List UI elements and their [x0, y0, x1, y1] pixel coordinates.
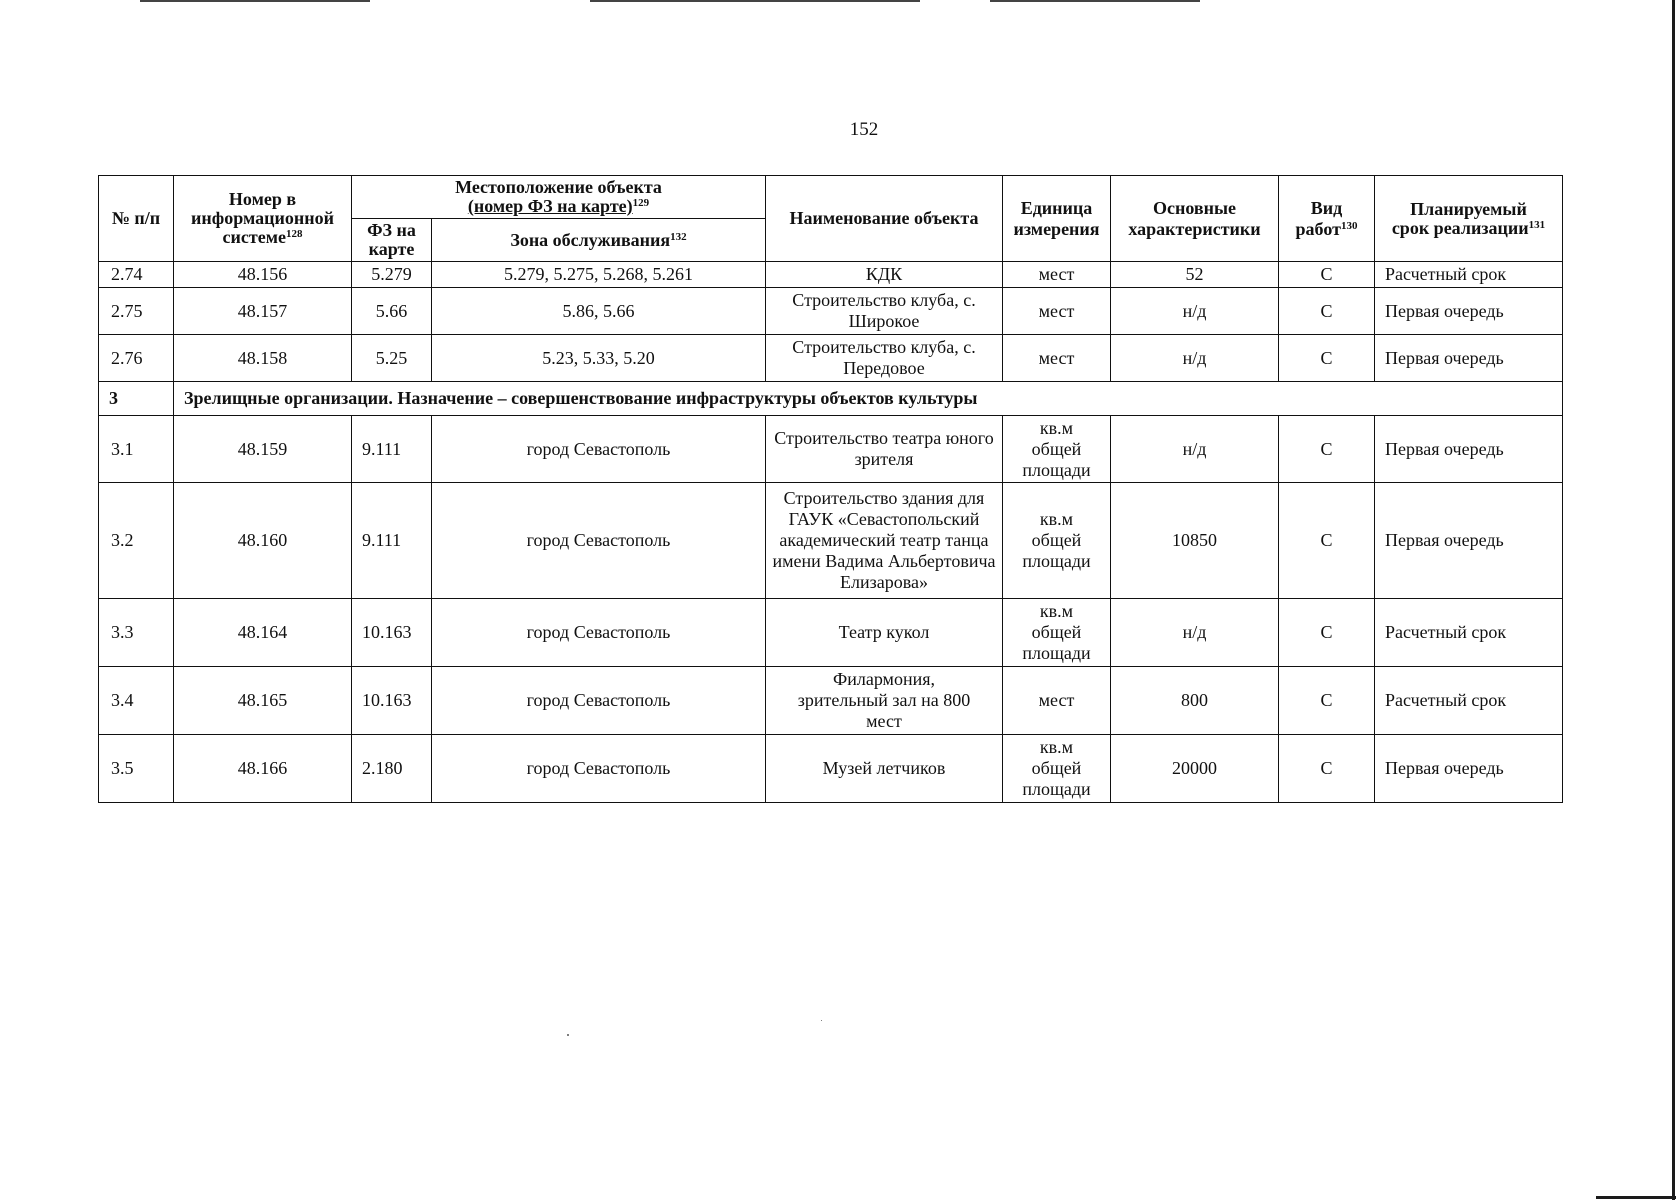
cell-name: Филармония, зрительный зал на 800 мест [766, 667, 1003, 735]
cell-zone: город Севастополь [432, 483, 766, 599]
scan-edge-right [1672, 0, 1675, 1200]
cell-num: 3.5 [99, 735, 174, 803]
cell-fz: 5.279 [352, 262, 432, 288]
cell-name: Строительство клуба, с. Широкое [766, 288, 1003, 335]
scan-speck [821, 1020, 822, 1021]
cell-term: Расчетный срок [1375, 667, 1563, 735]
scan-edge-mark [590, 0, 920, 2]
cell-zone: город Севастополь [432, 667, 766, 735]
cell-term: Первая очередь [1375, 416, 1563, 483]
cell-num: 3.2 [99, 483, 174, 599]
header-characteristics: Основные характеристики [1111, 176, 1279, 262]
section-number: 3 [99, 382, 174, 416]
cell-work: С [1279, 667, 1375, 735]
cell-num: 3.1 [99, 416, 174, 483]
cell-char: 10850 [1111, 483, 1279, 599]
cell-unit: мест [1003, 335, 1111, 382]
cell-fz: 10.163 [352, 667, 432, 735]
cell-unit: кв.м общей площади [1003, 599, 1111, 667]
cell-num: 2.75 [99, 288, 174, 335]
cell-fz: 5.25 [352, 335, 432, 382]
cell-reg: 48.160 [174, 483, 352, 599]
scan-edge-bottom [1596, 1196, 1676, 1199]
header-row [99, 176, 1563, 219]
cell-term: Первая очередь [1375, 483, 1563, 599]
cell-unit: мест [1003, 288, 1111, 335]
header-service-zone: Зона обслуживания$^{132}$ [432, 219, 766, 262]
header-work-type: Вид работ$^{130}$ [1279, 176, 1375, 262]
section-title: Зрелищные организации. Назначение – совершенствование инфраструктуры объектов культуры [174, 382, 1563, 416]
header-deadline: Планируемый срок реализации$^{131}$ [1375, 176, 1563, 262]
section-row [99, 382, 1563, 416]
cell-fz: 10.163 [352, 599, 432, 667]
cell-term: Первая очередь [1375, 335, 1563, 382]
cell-char: 20000 [1111, 735, 1279, 803]
cell-work: С [1279, 335, 1375, 382]
cell-char: 52 [1111, 262, 1279, 288]
cell-zone: город Севастополь [432, 599, 766, 667]
cell-name: КДК [766, 262, 1003, 288]
cell-term: Расчетный срок [1375, 599, 1563, 667]
objects-table [98, 175, 1563, 803]
cell-name: Строительство здания для ГАУК «Севастопольский академический театр танца имени Вадима Альбертовича Елизарова» [766, 483, 1003, 599]
cell-reg: 48.156 [174, 262, 352, 288]
table-row [99, 483, 1563, 599]
cell-zone: 5.279, 5.275, 5.268, 5.261 [432, 262, 766, 288]
cell-reg: 48.165 [174, 667, 352, 735]
cell-char: н/д [1111, 416, 1279, 483]
table-row [99, 735, 1563, 803]
header-unit: Единица измерения [1003, 176, 1111, 262]
header-fz-on-map: ФЗ на карте [352, 219, 432, 262]
cell-work: С [1279, 416, 1375, 483]
scan-speck [567, 1034, 569, 1036]
cell-fz: 9.111 [352, 416, 432, 483]
cell-unit: мест [1003, 667, 1111, 735]
cell-name: Театр кукол [766, 599, 1003, 667]
cell-zone: город Севастополь [432, 416, 766, 483]
header-num: № п/п [99, 176, 174, 262]
cell-work: С [1279, 735, 1375, 803]
cell-unit: кв.м общей площади [1003, 483, 1111, 599]
cell-fz: 2.180 [352, 735, 432, 803]
cell-char: н/д [1111, 288, 1279, 335]
cell-zone: 5.86, 5.66 [432, 288, 766, 335]
cell-num: 2.76 [99, 335, 174, 382]
cell-name: Строительство клуба, с. Передовое [766, 335, 1003, 382]
cell-unit: мест [1003, 262, 1111, 288]
cell-reg: 48.157 [174, 288, 352, 335]
cell-name: Строительство театра юного зрителя [766, 416, 1003, 483]
cell-char: н/д [1111, 599, 1279, 667]
cell-work: С [1279, 262, 1375, 288]
cell-zone: город Севастополь [432, 735, 766, 803]
cell-unit: кв.м общей площади [1003, 735, 1111, 803]
table-row [99, 288, 1563, 335]
cell-work: С [1279, 599, 1375, 667]
cell-unit: кв.м общей площади [1003, 416, 1111, 483]
table-row [99, 416, 1563, 483]
header-object-name: Наименование объекта [766, 176, 1003, 262]
cell-reg: 48.164 [174, 599, 352, 667]
page-number: 152 [849, 119, 879, 140]
cell-name: Музей летчиков [766, 735, 1003, 803]
cell-reg: 48.159 [174, 416, 352, 483]
header-reg-number: Номер в информационной системе$^{128}$ [174, 176, 352, 262]
cell-fz: 5.66 [352, 288, 432, 335]
cell-term: Первая очередь [1375, 288, 1563, 335]
cell-char: 800 [1111, 667, 1279, 735]
cell-work: С [1279, 288, 1375, 335]
cell-fz: 9.111 [352, 483, 432, 599]
cell-term: Первая очередь [1375, 735, 1563, 803]
cell-char: н/д [1111, 335, 1279, 382]
table-row [99, 262, 1563, 288]
cell-term: Расчетный срок [1375, 262, 1563, 288]
table-row [99, 599, 1563, 667]
header-location: Местоположение объекта (номер ФЗ на карте)$^{129}$ [352, 176, 766, 219]
table-row [99, 667, 1563, 735]
table-row [99, 335, 1563, 382]
cell-num: 3.3 [99, 599, 174, 667]
cell-num: 3.4 [99, 667, 174, 735]
cell-reg: 48.158 [174, 335, 352, 382]
scan-edge-mark [140, 0, 370, 2]
cell-reg: 48.166 [174, 735, 352, 803]
cell-num: 2.74 [99, 262, 174, 288]
cell-zone: 5.23, 5.33, 5.20 [432, 335, 766, 382]
scan-edge-mark [990, 0, 1200, 2]
cell-work: С [1279, 483, 1375, 599]
